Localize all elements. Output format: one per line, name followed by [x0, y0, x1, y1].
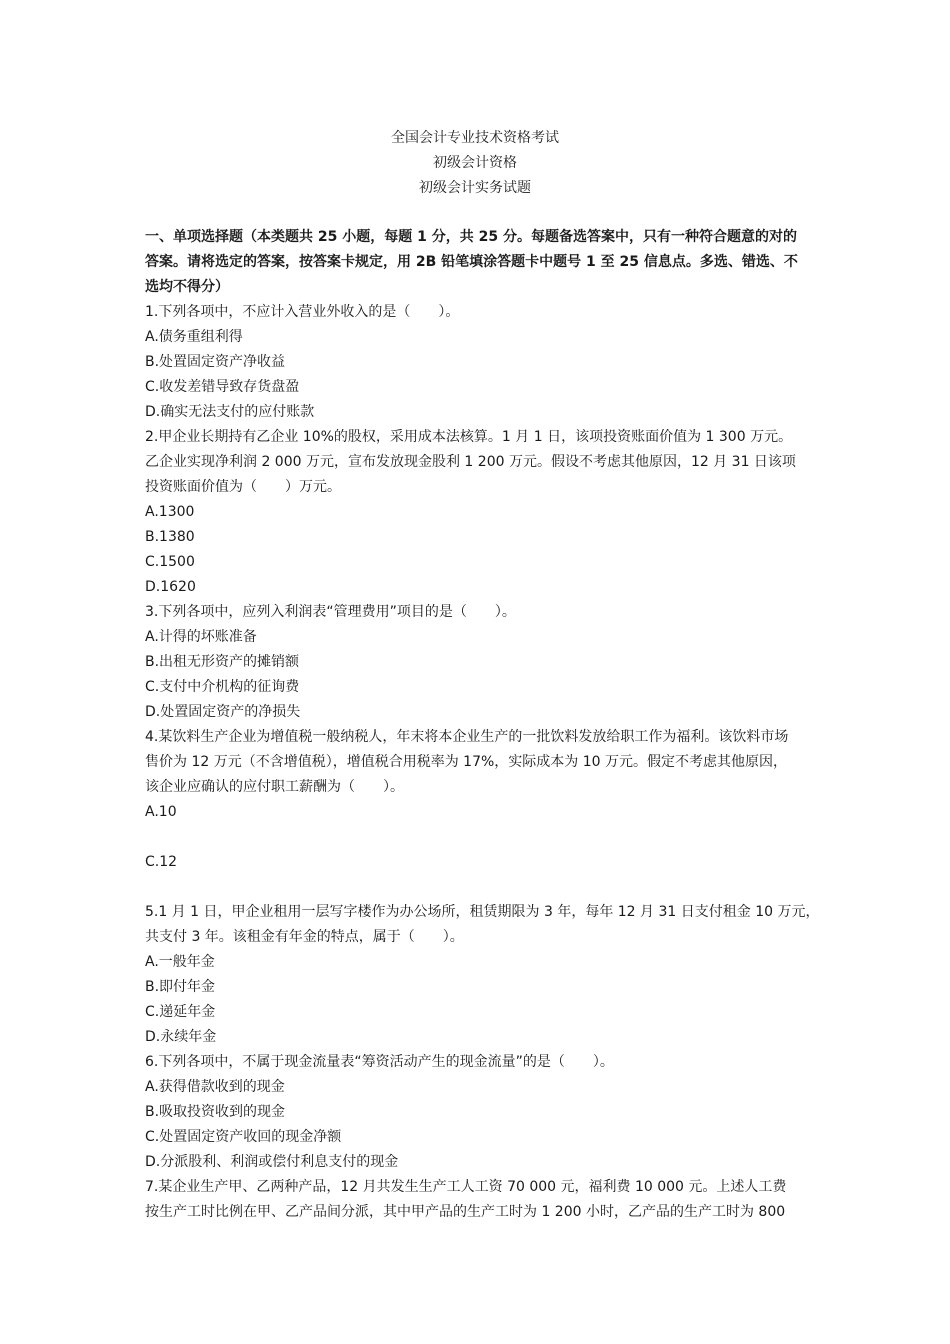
question-5-stem: 5.1 月 1 日，甲企业租用一层写字楼作为办公场所，租赁期限为 3 年，每年 12 月 31 日支付租金 10 万元，: [145, 904, 820, 920]
question-4-stem: 该企业应确认的应付职工薪酬为（ ）。: [145, 779, 404, 795]
question-7-stem: 7.某企业生产甲、乙两种产品，12 月共发生生产工人工资 70 000 元，福利费 10 000 元。上述人工费: [145, 1179, 787, 1195]
exam-title: 全国会计专业技术资格考试: [391, 130, 559, 146]
question-4-option-c: C.12: [145, 854, 178, 870]
question-1-option-d: D.确实无法支付的应付账款: [145, 404, 315, 420]
question-6-option-c: C.处置固定资产收回的现金净额: [145, 1129, 342, 1145]
question-4-stem: 4.某饮料生产企业为增值税一般纳税人，年末将本企业生产的一批饮料发放给职工作为福利。该饮料市场: [145, 729, 789, 745]
section-heading: 一、单项选择题（本类题共 25 小题，每题 1 分，共 25 分。每题备选答案中，只有一种符合题意的对的: [145, 229, 797, 245]
question-4-option-a: A.10: [145, 804, 177, 820]
question-3-option-a: A.计得的坏账准备: [145, 629, 257, 645]
question-3-option-c: C.支付中介机构的征询费: [145, 679, 300, 695]
section-heading: 选均不得分）: [145, 279, 229, 295]
question-3-option-d: D.处置固定资产的净损失: [145, 704, 301, 720]
question-1-option-c: C.收发差错导致存货盘盈: [145, 379, 300, 395]
document-title-block: [0, 126, 950, 201]
question-1-stem: 1.下列各项中，不应计入营业外收入的是（ ）。: [145, 304, 460, 320]
question-4-stem: 售价为 12 万元（不含增值税），增值税合用税率为 17%，实际成本为 10 万元。假定不考虑其他原因，: [145, 754, 787, 770]
question-2-option-c: C.1500: [145, 554, 195, 570]
question-2-stem: 2.甲企业长期持有乙企业 10%的股权，采用成本法核算。1 月 1 日，该项投资账面价值为 1 300 万元。: [145, 429, 793, 445]
question-2-option-d: D.1620: [145, 579, 196, 595]
question-5-option-a: A.一般年金: [145, 954, 215, 970]
question-5-option-c: C.递延年金: [145, 1004, 216, 1020]
exam-subject: 初级会计实务试题: [419, 180, 531, 196]
section-heading: 答案。请将选定的答案，按答案卡规定，用 2B 铅笔填涂答题卡中题号 1 至 25 信息点。多选、错选、不: [145, 254, 798, 270]
question-5-stem: 共支付 3 年。该租金有年金的特点，属于（ ）。: [145, 929, 464, 945]
question-6-stem: 6.下列各项中，不属于现金流量表“筹资活动产生的现金流量”的是（ ）。: [145, 1054, 614, 1070]
blank-line: [145, 825, 815, 850]
question-3-option-b: B.出租无形资产的摊销额: [145, 654, 300, 670]
question-2-option-b: B.1380: [145, 529, 195, 545]
question-2-option-a: A.1300: [145, 504, 195, 520]
question-5-option-b: B.即付年金: [145, 979, 216, 995]
question-6-option-b: B.吸取投资收到的现金: [145, 1104, 286, 1120]
question-1-option-b: B.处置固定资产净收益: [145, 354, 286, 370]
question-3-stem: 3.下列各项中，应列入利润表“管理费用”项目的是（ ）。: [145, 604, 516, 620]
blank-line: [145, 875, 815, 900]
document-body: [145, 225, 820, 1225]
exam-level: 初级会计资格: [433, 155, 517, 171]
question-7-stem: 按生产工时比例在甲、乙产品间分派，其中甲产品的生产工时为 1 200 小时，乙产品的生产工时为 800: [145, 1204, 786, 1220]
question-6-option-d: D.分派股利、利润或偿付利息支付的现金: [145, 1154, 399, 1170]
question-6-option-a: A.获得借款收到的现金: [145, 1079, 285, 1095]
question-5-option-d: D.永续年金: [145, 1029, 217, 1045]
question-2-stem: 投资账面价值为（ ）万元。: [145, 479, 341, 495]
question-1-option-a: A.债务重组利得: [145, 329, 243, 345]
question-2-stem: 乙企业实现净利润 2 000 万元，宣布发放现金股利 1 200 万元。假设不考虑其他原因，12 月 31 日该项: [145, 454, 796, 470]
